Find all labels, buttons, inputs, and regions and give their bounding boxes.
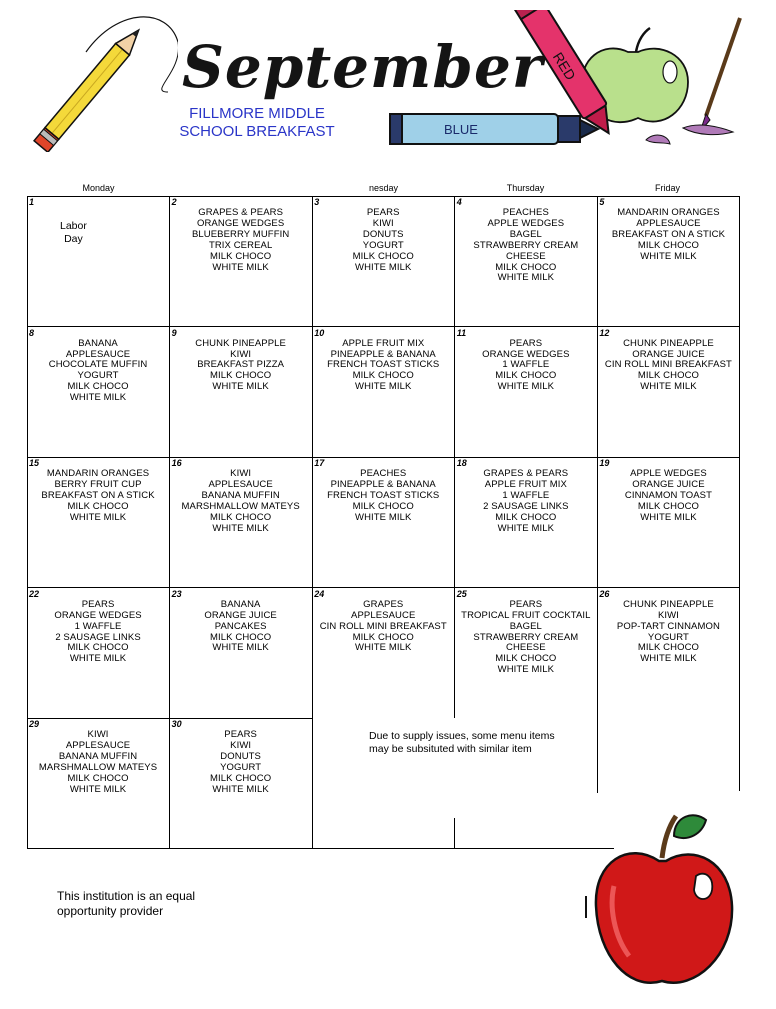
crayon-blue-label: BLUE: [444, 122, 478, 137]
menu-item: BANANA: [78, 337, 118, 349]
menu-item: MILK CHOCO: [67, 500, 129, 512]
school-name-line1: FILLMORE MIDDLE: [189, 105, 325, 122]
menu-item: MANDARIN ORANGES: [617, 207, 720, 218]
menu-item: MILK CHOCO: [210, 631, 272, 643]
menu-item: CIN ROLL MINI BREAKFAST: [604, 359, 732, 371]
menu-item: CHUNK PINEAPPLE: [195, 337, 286, 349]
day-cell: [27, 196, 170, 327]
menu-item: APPLE WEDGES: [487, 217, 565, 229]
menu-item: MILK CHOCO: [352, 250, 414, 262]
day-cell: [312, 457, 455, 588]
day-cell: [597, 588, 740, 719]
menu-item: MILK CHOCO: [210, 511, 272, 523]
day-cell: [170, 327, 313, 458]
menu-item: ORANGE JUICE: [204, 609, 277, 621]
day-number: 3: [314, 197, 320, 207]
day-number: 22: [29, 588, 40, 599]
menu-item: PEARS: [509, 337, 543, 349]
menu-items: [597, 208, 739, 263]
menu-item: 1 WAFFLE: [502, 359, 550, 371]
supply-note-line1: Due to supply issues, some menu items: [369, 730, 555, 742]
menu-item: YOGURT: [220, 762, 262, 774]
menu-item: GRAPES & PEARS: [483, 468, 569, 480]
menu-item: PINEAPPLE & BANANA: [330, 348, 436, 360]
day-number: 25: [456, 588, 467, 599]
day-cell: [455, 327, 598, 458]
day-cell: [170, 457, 313, 588]
menu-items: [455, 469, 597, 534]
menu-item: PINEAPPLE & BANANA: [330, 479, 436, 491]
holiday-label: [60, 220, 87, 246]
menu-item: MARSHMALLOW MATEYS: [181, 500, 300, 512]
menu-items: [455, 600, 597, 676]
day-number: 9: [171, 327, 177, 338]
menu-item: PEARS: [81, 598, 115, 610]
menu-item: 2 SAUSAGE LINKS: [55, 631, 141, 643]
menu-item: MILK CHOCO: [352, 631, 414, 643]
day-number: 8: [29, 327, 35, 338]
menu-item: BLUEBERRY MUFFIN: [191, 228, 290, 240]
menu-item: CHEESE: [506, 642, 546, 654]
menu-item: PEACHES: [360, 468, 407, 480]
menu-item: PEARS: [366, 207, 400, 218]
day-header-monday: Monday: [82, 183, 115, 193]
menu-item: DONUTS: [362, 228, 404, 240]
menu-item: KIWI: [657, 609, 679, 621]
menu-items: [27, 339, 169, 404]
menu-items: [27, 730, 169, 795]
menu-items: [597, 469, 739, 524]
menu-items: [597, 600, 739, 665]
menu-item: WHITE MILK: [640, 381, 697, 393]
day-header-thursday: Thursday: [506, 183, 545, 193]
menu-item: MILK CHOCO: [352, 370, 414, 382]
menu-item: MILK CHOCO: [210, 250, 272, 262]
day-cell: [597, 457, 740, 588]
day-number: 16: [171, 458, 182, 469]
menu-items: [170, 339, 312, 394]
day-number: 4: [456, 197, 462, 207]
menu-item: TRIX CEREAL: [208, 239, 273, 251]
day-cell: [170, 718, 313, 849]
menu-item: GRAPES & PEARS: [198, 207, 284, 218]
menu-item: MILK CHOCO: [637, 370, 700, 382]
menu-item: MILK CHOCO: [210, 370, 272, 382]
menu-items: [312, 339, 454, 394]
supply-note-line2: may be subsituted with similar item: [369, 743, 532, 755]
menu-item: KIWI: [230, 468, 252, 480]
equal-opportunity-statement: [57, 889, 277, 919]
menu-item: ORANGE WEDGES: [196, 217, 285, 229]
menu-item: BANANA MUFFIN: [201, 490, 280, 501]
menu-item: FRENCH TOAST STICKS: [327, 490, 440, 501]
menu-items: [312, 600, 454, 655]
menu-item: MARSHMALLOW MATEYS: [38, 762, 158, 774]
day-cell: [27, 718, 170, 849]
menu-item: WHITE MILK: [640, 250, 697, 262]
holiday-label-line: Labor: [60, 220, 87, 232]
menu-items: [170, 600, 312, 655]
menu-item: WHITE MILK: [640, 653, 697, 665]
menu-item: WHITE MILK: [212, 783, 269, 795]
day-cell: [597, 327, 740, 458]
day-cell: [455, 457, 598, 588]
menu-item: BAGEL: [509, 228, 542, 240]
menu-item: MILK CHOCO: [495, 261, 557, 273]
footer-line1: This institution is an equal: [57, 889, 196, 903]
menu-item: CHEESE: [506, 250, 546, 262]
menu-item: MILK CHOCO: [637, 500, 700, 512]
menu-items: [170, 730, 312, 795]
menu-item: BAGEL: [509, 620, 542, 632]
menu-item: TROPICAL FRUIT COCKTAIL: [461, 609, 591, 621]
menu-item: WHITE MILK: [355, 261, 412, 273]
menu-item: POP-TART CINNAMON: [616, 620, 720, 632]
menu-item: KIWI: [230, 740, 252, 752]
menu-item: APPLESAUCE: [65, 348, 131, 360]
menu-item: WHITE MILK: [497, 522, 555, 534]
menu-item: KIWI: [372, 217, 394, 229]
day-cell: [170, 196, 313, 327]
menu-item: ORANGE JUICE: [632, 479, 705, 491]
menu-item: ORANGE WEDGES: [54, 609, 142, 621]
menu-item: BREAKFAST ON A STICK: [611, 228, 726, 240]
day-cell: [27, 327, 170, 458]
day-number: 18: [456, 458, 467, 469]
menu-calendar-grid: [27, 196, 740, 849]
day-cell: [312, 196, 455, 327]
day-cell: [170, 588, 313, 719]
month-title: September: [182, 33, 544, 101]
menu-item: CHUNK PINEAPPLE: [623, 598, 714, 610]
menu-item: WHITE MILK: [212, 522, 269, 534]
menu-item: CINNAMON TOAST: [624, 490, 712, 501]
day-header-wednesday: nesday: [368, 183, 399, 193]
menu-item: WHITE MILK: [497, 272, 555, 284]
menu-item: MILK CHOCO: [67, 642, 129, 654]
menu-items: [27, 600, 169, 665]
menu-item: 1 WAFFLE: [74, 620, 122, 632]
supply-note: [369, 730, 609, 756]
menu-item: WHITE MILK: [69, 783, 127, 795]
crayon-red-label: RED: [549, 49, 580, 83]
menu-item: STRAWBERRY CREAM: [473, 631, 579, 643]
menu-item: PANCAKES: [214, 620, 267, 632]
day-number: 24: [314, 588, 325, 599]
menu-items: [455, 208, 597, 284]
menu-item: MILK CHOCO: [495, 653, 557, 665]
menu-item: APPLESAUCE: [65, 740, 131, 752]
menu-item: YOGURT: [647, 631, 689, 643]
menu-item: WHITE MILK: [212, 381, 269, 393]
day-number: 2: [171, 197, 177, 207]
day-number: 26: [599, 588, 610, 599]
menu-item: WHITE MILK: [497, 381, 555, 393]
menu-item: WHITE MILK: [69, 653, 127, 665]
day-cell: [597, 196, 740, 327]
day-number: 11: [456, 327, 467, 338]
menu-item: WHITE MILK: [355, 642, 412, 654]
day-number: 10: [314, 327, 325, 338]
menu-item: MILK CHOCO: [352, 500, 414, 512]
menu-item: APPLE FRUIT MIX: [484, 479, 567, 491]
menu-item: WHITE MILK: [69, 511, 127, 523]
menu-items: [170, 469, 312, 534]
menu-item: 2 SAUSAGE LINKS: [483, 500, 569, 512]
menu-item: CIN ROLL MINI BREAKFAST: [319, 620, 447, 632]
menu-item: APPLESAUCE: [351, 609, 416, 621]
menu-items: [597, 339, 739, 394]
day-cell: [312, 588, 455, 719]
menu-items: [170, 208, 312, 273]
day-header-friday: Friday: [654, 183, 680, 193]
day-number: 23: [171, 588, 182, 599]
menu-item: PEACHES: [502, 207, 549, 218]
menu-item: WHITE MILK: [355, 381, 412, 393]
menu-item: WHITE MILK: [212, 642, 269, 654]
menu-item: BANANA MUFFIN: [58, 751, 138, 763]
menu-item: APPLE WEDGES: [630, 468, 707, 480]
menu-items: [455, 339, 597, 394]
menu-item: WHITE MILK: [640, 511, 697, 523]
menu-item: FRENCH TOAST STICKS: [327, 359, 440, 371]
footer-line2: opportunity provider: [57, 904, 164, 918]
menu-item: MILK CHOCO: [67, 773, 129, 785]
day-cell: [27, 457, 170, 588]
menu-item: YOGURT: [362, 239, 404, 251]
menu-item: STRAWBERRY CREAM: [473, 239, 579, 251]
day-number: 17: [314, 458, 325, 469]
menu-item: YOGURT: [77, 370, 119, 382]
menu-item: MILK CHOCO: [67, 381, 129, 393]
day-number: 29: [29, 719, 40, 730]
day-number: 12: [599, 327, 610, 338]
menu-item: APPLESAUCE: [208, 479, 273, 491]
menu-item: PEARS: [509, 598, 543, 610]
menu-item: WHITE MILK: [212, 261, 269, 273]
school-name-line2: SCHOOL BREAKFAST: [179, 123, 335, 140]
crayons-apple-illustration: [388, 10, 746, 155]
holiday-label-line: Day: [64, 233, 83, 245]
menu-item: ORANGE WEDGES: [482, 348, 570, 360]
day-number: 5: [599, 197, 605, 207]
menu-item: MILK CHOCO: [637, 239, 700, 251]
menu-item: BANANA: [220, 598, 261, 610]
menu-item: MILK CHOCO: [210, 773, 272, 785]
menu-item: CHOCOLATE MUFFIN: [48, 359, 148, 371]
menu-item: KIWI: [87, 729, 109, 741]
menu-item: BERRY FRUIT CUP: [54, 479, 142, 491]
day-cell: [27, 588, 170, 719]
menu-item: GRAPES: [363, 598, 404, 610]
menu-item: MANDARIN ORANGES: [46, 468, 150, 480]
menu-items: [312, 469, 454, 524]
day-cell: [455, 196, 598, 327]
menu-item: BREAKFAST ON A STICK: [41, 490, 155, 501]
day-number: 1: [29, 197, 35, 207]
menu-item: BREAKFAST PIZZA: [197, 359, 285, 371]
menu-item: ORANGE JUICE: [632, 348, 705, 360]
menu-item: WHITE MILK: [69, 392, 127, 404]
menu-items: [312, 208, 454, 273]
red-apple-illustration: [584, 806, 744, 1006]
school-name: [166, 105, 348, 141]
day-cell: [312, 327, 455, 458]
day-number: 30: [171, 719, 182, 730]
day-number: 15: [29, 458, 40, 469]
menu-item: PEARS: [224, 729, 257, 741]
pencil-illustration: [28, 12, 178, 152]
menu-item: WHITE MILK: [497, 664, 555, 676]
menu-item: CHUNK PINEAPPLE: [623, 337, 714, 349]
menu-item: APPLE FRUIT MIX: [342, 337, 425, 349]
menu-item: MILK CHOCO: [495, 370, 557, 382]
menu-item: MILK CHOCO: [637, 642, 700, 654]
menu-items: [27, 469, 169, 524]
menu-item: APPLESAUCE: [636, 217, 701, 229]
menu-item: MILK CHOCO: [495, 511, 557, 523]
menu-item: WHITE MILK: [355, 511, 412, 523]
menu-item: KIWI: [230, 348, 252, 360]
day-cell: [455, 588, 598, 719]
day-number: 19: [599, 458, 610, 469]
menu-item: 1 WAFFLE: [502, 490, 550, 501]
menu-item: DONUTS: [220, 751, 261, 763]
